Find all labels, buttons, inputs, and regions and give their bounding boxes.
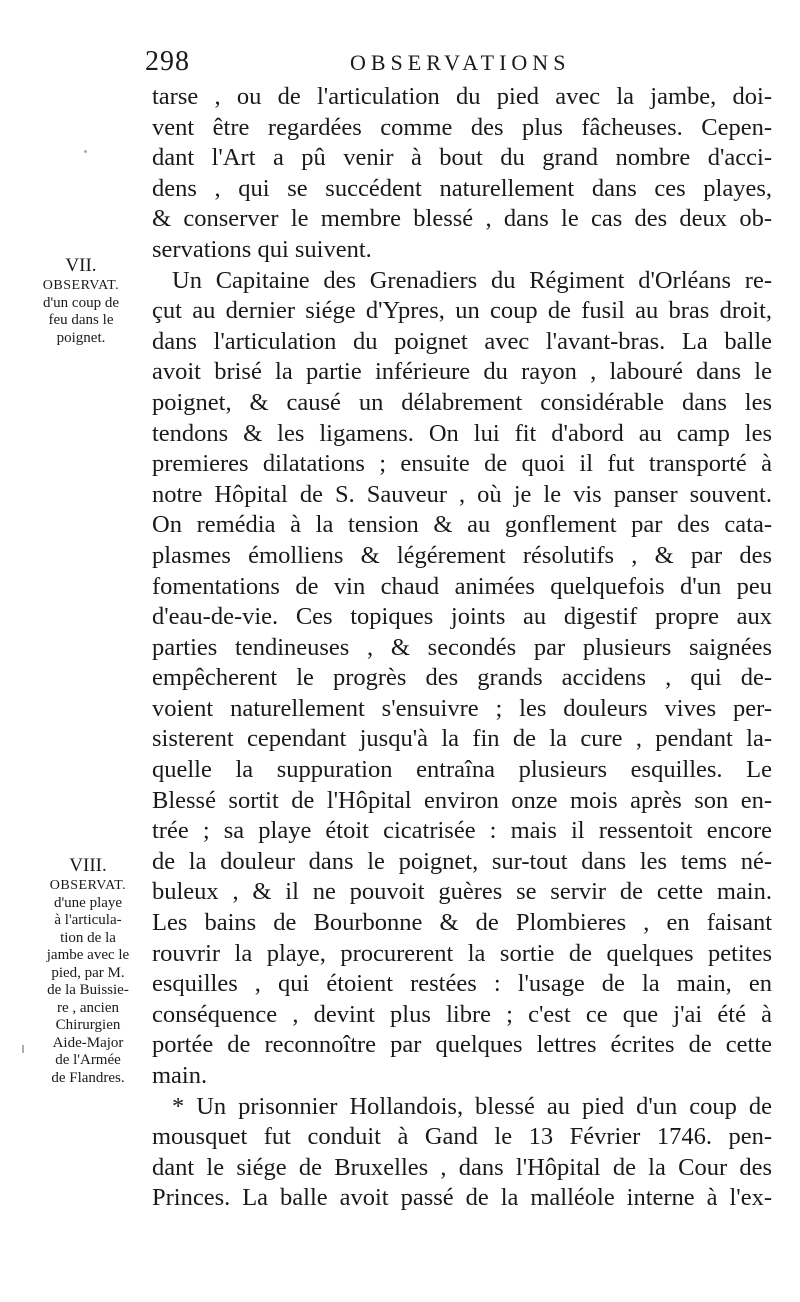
text-line: notre Hôpital de S. Sauveur , où je le vis panser souvent. (152, 480, 772, 508)
ink-speck (22, 1045, 24, 1053)
text-line: conséquence , devint plus libre ; c'est ce que j'ai été à (152, 1000, 772, 1028)
text-line: sisterent cependant jusqu'à la fin de la cure , pendant la- (152, 725, 772, 753)
margin-note-text-line: feu dans le (48, 312, 114, 328)
page-header (145, 46, 605, 86)
margin-note-label: OBSERVAT. (42, 278, 120, 293)
text-line: rouvrir la playe, procurerent la sortie de quelques petites (152, 939, 772, 967)
margin-note-text-line: d'une playe (53, 894, 123, 911)
margin-note-text-line: jambe avec le (46, 947, 130, 963)
text-line: poignet, & causé un délabrement considérable dans les (152, 388, 772, 416)
margin-note-text-line: tion de la (60, 929, 116, 946)
text-line: çut au dernier siége d'Ypres, un coup de fusil au bras droit, (152, 297, 772, 325)
margin-note-text-line: Chirurgien (55, 1017, 121, 1033)
text-line: servations qui suivent. (152, 235, 372, 263)
text-line: dens , qui se succédent naturellement dans ces playes, (152, 174, 772, 202)
text-line: * Un prisonnier Hollandois, blessé au pied d'un coup de (172, 1092, 772, 1120)
text-line: On remédia à la tension & au gonflement par des cata- (152, 511, 772, 539)
margin-note-observation-7 (22, 255, 140, 347)
text-line: main. (152, 1062, 208, 1089)
margin-note-text-line: Aide-Major (52, 1034, 124, 1051)
text-line: dant l'Art a pû venir à bout du grand nombre d'acci- (152, 144, 772, 172)
text-line: empêcherent le progrès des grands accidens , qui de- (152, 664, 772, 692)
text-line: trée ; sa playe étoit cicatrisée : mais il ressentoit encore (152, 817, 772, 845)
margin-note-observation-8 (32, 855, 144, 1087)
text-line: parties tendineuses , & secondés par plusieurs saignées (152, 633, 772, 661)
margin-note-text-line: pied, par M. (51, 964, 125, 981)
page-number: 298 (145, 46, 190, 77)
text-line: Les bains de Bourbonne & de Plombieres , en faisant (152, 909, 772, 937)
text-line: mousquet fut conduit à Gand le 13 Février 1746. pen- (152, 1123, 772, 1151)
margin-note-text-line: de Flandres. (51, 1069, 125, 1086)
text-line: Un Capitaine des Grenadiers du Régiment d'Orléans re- (172, 266, 772, 294)
margin-note-text-line: poignet. (56, 329, 106, 346)
text-line: & conserver le membre blessé , dans le cas des deux ob- (152, 205, 772, 233)
text-line: avoit brisé la partie inférieure du rayon , labouré dans le (152, 358, 772, 386)
text-line: vent être regardées comme des plus fâcheuses. Cepen- (152, 113, 772, 141)
text-line: Princes. La balle avoit passé de la malléole interne à l'ex- (152, 1184, 772, 1212)
text-line: dant le siége de Bruxelles , dans l'Hôpital de la Cour des (152, 1153, 772, 1181)
text-line: tarse , ou de l'articulation du pied avec la jambe, doi- (152, 83, 772, 110)
text-line: d'eau-de-vie. Ces topiques joints au digestif propre aux (152, 603, 772, 631)
margin-note-label: OBSERVAT. (49, 878, 127, 893)
margin-note-text-line: à l'articula- (54, 912, 122, 928)
text-line: portée de reconnoître par quelques lettres écrites de cette (152, 1031, 772, 1059)
text-line: fomentations de vin chaud animées quelquefois d'un peu (152, 572, 772, 600)
text-line: Blessé sortit de l'Hôpital environ onze mois après son en- (152, 786, 772, 814)
ink-speck (84, 150, 87, 153)
body-text (152, 82, 772, 1214)
text-line: premieres dilatations ; ensuite de quoi il fut transporté à (152, 450, 772, 478)
text-line: dans l'articulation du poignet avec l'avant-bras. La balle (152, 327, 772, 355)
text-line: esquilles , qui étoient restées : l'usage de la main, en (152, 970, 772, 998)
margin-note-number: VII. (65, 255, 97, 276)
running-title: OBSERVATIONS (350, 50, 571, 75)
margin-note-text-line: de l'Armée (55, 1052, 121, 1068)
text-line: plasmes émolliens & légérement résolutifs , & par des (152, 541, 772, 569)
margin-note-text-line: re , ancien (56, 999, 120, 1016)
text-line: voient naturellement s'ensuivre ; les douleurs vives per- (152, 694, 772, 722)
margin-note-text-line: d'un coup de (42, 294, 120, 311)
margin-note-text-line: de la Buissie- (47, 982, 129, 998)
text-line: de la douleur dans le poignet, sur-tout dans les tems né- (152, 847, 772, 875)
margin-note-number: VIII. (69, 855, 107, 876)
text-line: tendons & les ligamens. On lui fit d'abord au camp les (152, 419, 772, 447)
text-line: quelle la suppuration entraîna plusieurs esquilles. Le (152, 756, 772, 784)
text-line: buleux , & il ne pouvoit guères se servir de cette main. (152, 878, 772, 906)
